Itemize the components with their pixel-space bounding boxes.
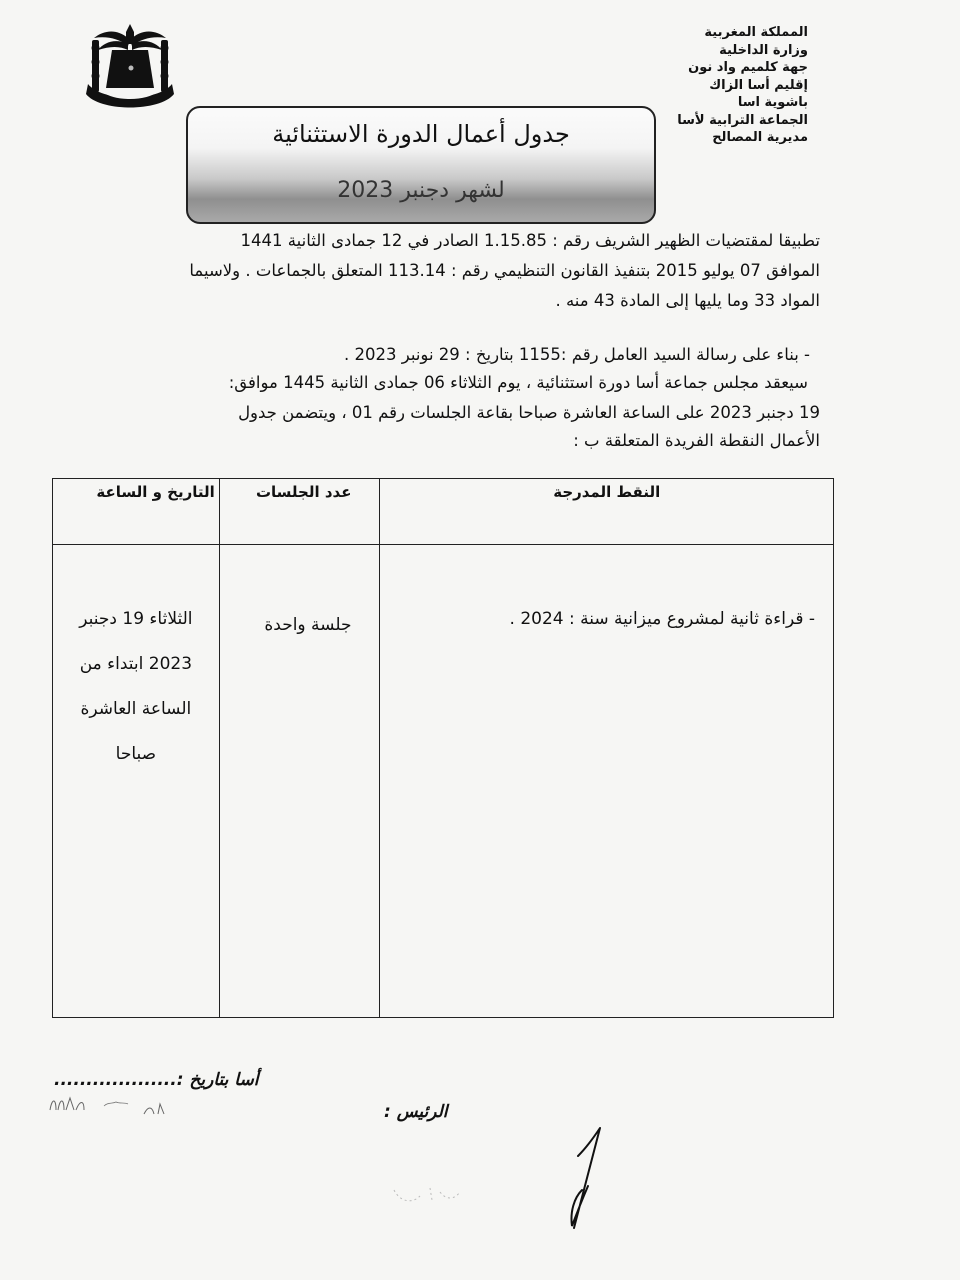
legal-basis-line-2: الموافق 07 يوليو 2015 بتنفيذ القانون التنظيمي رقم : 113.14 المتعلق بالجماعات . ولاسيما	[189, 261, 820, 280]
date-time-line-3: الساعة العاشرة	[80, 699, 192, 719]
governor-letter-line: - بناء على رسالة السيد العامل رقم :1155 بتاريخ : 29 نونبر 2023 .	[344, 345, 810, 364]
letterhead-line-kingdom: المملكة المغربية	[704, 25, 808, 40]
date-time-line-2: 2023 ابتداء من	[79, 654, 193, 674]
cell-sessions	[219, 545, 380, 1018]
table-row	[53, 545, 834, 1018]
legal-basis-line-1: تطبيقا لمقتضيات الظهير الشريف رقم : 1.15.85 الصادر في 12 جمادى الثانية 1441	[240, 231, 820, 250]
letterhead-line-province: إقليم أسا الزاك	[709, 77, 808, 93]
legal-basis-paragraph	[80, 226, 820, 316]
letterhead-line-directorate: مديرية المصالح	[712, 130, 808, 145]
session-line-2: 19 دجنبر 2023 على الساعة العاشرة صباحا بقاعة الجلسات رقم 01 ، ويتضمن جدول	[238, 403, 820, 422]
header-points: النقط المدرجة	[380, 479, 834, 545]
header-sessions: عدد الجلسات	[219, 479, 380, 545]
agenda-table	[52, 478, 834, 1018]
letterhead-line-region: جهة كلميم واد نون	[688, 60, 808, 75]
date-time-line-4: صباحا	[115, 744, 157, 764]
date-time-line-1: الثلاثاء 19 دجنبر	[79, 609, 193, 629]
handwritten-date-icon	[44, 1092, 184, 1122]
letterhead-line-commune: الجماعة الترابية لأسا	[677, 112, 808, 128]
president-label: الرئيس :	[384, 1102, 448, 1122]
letterhead-line-ministry: وزارة الداخلية	[719, 42, 808, 58]
document-title: جدول أعمال الدورة الاستثنائية	[272, 120, 570, 148]
table-header-row	[53, 479, 834, 545]
session-line-1: سيعقد مجلس جماعة أسا دورة استثنائية ، يوم الثلاثاء 06 جمادى الثانية 1445 موافق:	[228, 373, 808, 392]
session-announcement-paragraph	[80, 368, 820, 454]
letterhead-line-pashalik: باشوية اسا	[737, 95, 808, 110]
agenda-item: - قراءة ثانية لمشروع ميزانية سنة : 2024 .	[509, 609, 815, 629]
signature-icon	[548, 1124, 618, 1234]
stamp-trace-icon	[390, 1180, 470, 1210]
document-subtitle: لشهر دجنبر 2023	[337, 178, 505, 203]
palm-tree-emblem-icon	[82, 18, 178, 112]
session-count: جلسة واحدة	[264, 615, 352, 635]
legal-basis-line-3: المواد 33 وما يليها إلى المادة 43 منه .	[555, 291, 820, 310]
place-date-label: أسا بتاريخ :...................	[54, 1070, 259, 1090]
session-line-3: الأعمال النقطة الفريدة المتعلقة ب :	[573, 431, 820, 450]
cell-date-time	[53, 545, 220, 1018]
header-date-time: التاريخ و الساعة	[53, 479, 220, 545]
governor-letter-paragraph	[70, 340, 810, 370]
cell-points	[380, 545, 834, 1018]
title-box	[186, 106, 656, 224]
